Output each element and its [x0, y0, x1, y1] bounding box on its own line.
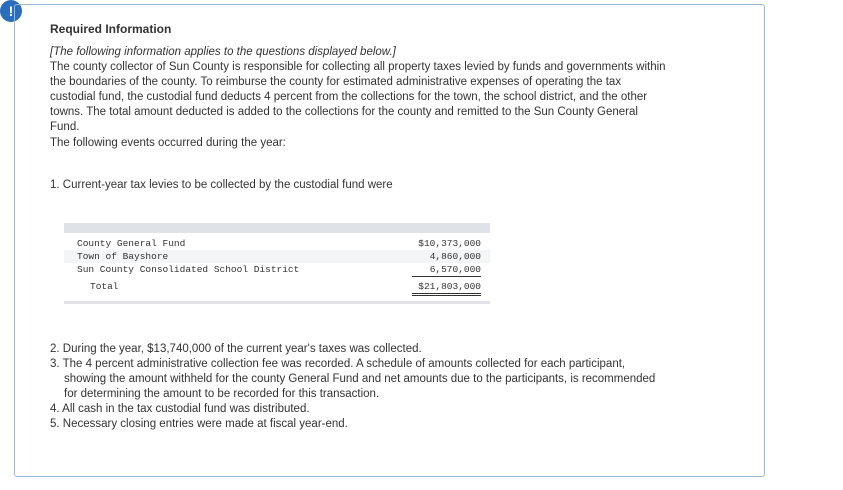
events-list — [50, 342, 655, 432]
intro-line: custodial fund, the custodial fund deducts 4 percent from the collections for the town, the school district, and the other — [50, 91, 648, 103]
event-3-text: showing the amount withheld for the county General Fund and net amounts due to the participants, is recommended — [64, 373, 656, 385]
table-top-bar — [64, 223, 490, 233]
intro-paragraph — [50, 60, 666, 135]
intro-line: towns. The total amount deducted is added to the collections for the county and remitted to the Sun County General — [50, 106, 638, 118]
events-lead-text: The following events occurred during the year: — [50, 137, 286, 149]
levy-amount: $10,373,000 — [418, 238, 481, 249]
table-row — [64, 263, 490, 276]
event-1-text: 1. Current-year tax levies to be collected by the custodial fund were — [50, 179, 393, 191]
subtotal-rule — [412, 276, 481, 277]
event-5-text: 5. Necessary closing entries were made at fiscal year-end. — [50, 418, 348, 430]
event-3-text: for determining the amount to be recorded for this transaction. — [64, 388, 380, 400]
table-bottom-bar — [64, 301, 490, 304]
required-information-heading: Required Information — [50, 22, 172, 36]
levy-amount: 6,570,000 — [429, 264, 481, 275]
total-double-rule — [412, 293, 481, 296]
levy-amount: 4,860,000 — [429, 251, 481, 262]
levy-name: County General Fund — [77, 238, 186, 249]
table-row — [64, 237, 490, 250]
intro-line: Fund. — [50, 121, 80, 133]
event-2-text: 2. During the year, $13,740,000 of the current year's taxes was collected. — [50, 343, 422, 355]
events-lead — [50, 136, 286, 151]
event-1 — [50, 178, 393, 193]
alert-exclamation-icon: ! — [0, 0, 22, 22]
event-4-text: 4. All cash in the tax custodial fund was distributed. — [50, 403, 310, 415]
levy-name: Sun County Consolidated School District — [77, 264, 300, 275]
intro-line: The county collector of Sun County is responsible for collecting all property taxes levied by funds and governments within — [50, 61, 666, 73]
total-amount: $21,803,000 — [418, 281, 481, 292]
intro-note-text: [The following information applies to the questions displayed below.] — [50, 46, 396, 58]
total-label: Total — [90, 281, 119, 292]
tax-levies-table — [64, 223, 490, 304]
levy-name: Town of Bayshore — [77, 251, 169, 262]
event-3-text: 3. The 4 percent administrative collection fee was recorded. A schedule of amounts collected for each participant, — [50, 358, 626, 370]
intro-line: the boundaries of the county. To reimburse the county for estimated administrative expenses of operating the tax — [50, 76, 622, 88]
intro-note — [50, 45, 396, 60]
table-row — [64, 250, 490, 263]
total-row — [64, 280, 490, 293]
